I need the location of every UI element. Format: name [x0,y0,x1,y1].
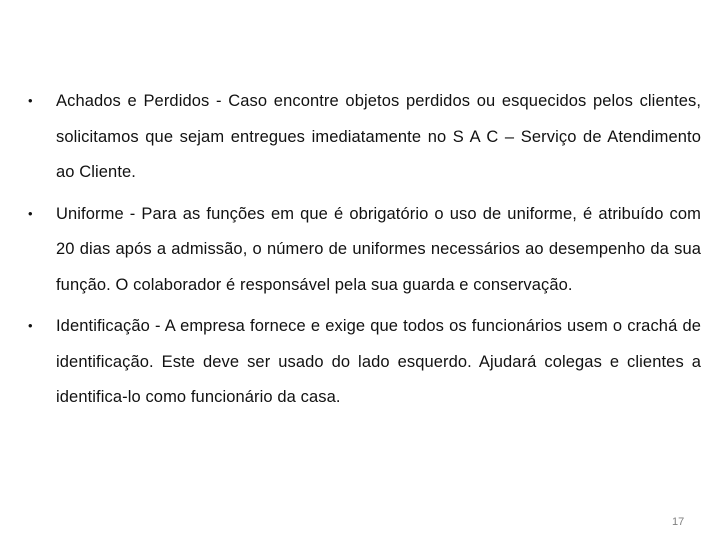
page-number: 17 [672,516,685,528]
bullet-text: Achados e Perdidos - Caso encontre objetos perdidos ou esquecidos pelos clientes, solicitamos que sejam entregues imediatamente no S A C – Serviço de Atendimento ao Cliente. [56,92,701,181]
bullet-marker: • [28,205,33,221]
bullet-item-identificacao [0,309,728,416]
bullet-item-achados-e-perdidos [0,84,728,191]
bullet-text: Uniforme - Para as funções em que é obrigatório o uso de uniforme, é atribuído com 20 dias após a admissão, o número de uniformes necessários ao desempenho da sua função. O colaborador é responsável pela sua guarda e conservação. [56,204,701,294]
bullet-list [0,84,728,422]
bullet-marker: • [28,318,33,333]
bullet-marker: • [28,93,33,108]
bullet-text: Identificação - A empresa fornece e exige que todos os funcionários usem o crachá de identificação. Este deve ser usado do lado esquerdo. Ajudará colegas e clientes a identifica-lo como funcionário da casa. [56,317,701,406]
bullet-item-uniforme [0,197,728,304]
